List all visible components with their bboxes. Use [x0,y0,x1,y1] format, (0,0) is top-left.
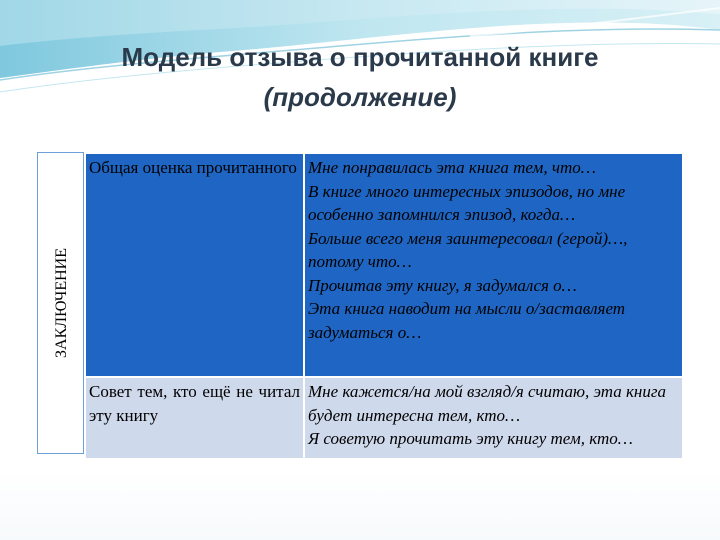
row-phrases [304,377,683,459]
slide-title: Модель отзыва о прочитанной книге [121,42,599,72]
phrase: Мне кажется/на мой взгляд/я считаю, эта книга будет интересна тем, кто… [308,382,666,425]
row-phrases [304,153,683,377]
section-label: ЗАКЛЮЧЕНИЕ [53,248,70,358]
slide-subtitle: (продолжение) [263,82,457,112]
bottom-background [0,470,720,540]
phrase: Больше всего меня заинтересовал (герой)…, потому что… [308,228,628,271]
phrase: Мне понравилась эта книга тем, что… [308,158,596,177]
phrase: Я советую прочитать эту книгу тем, кто… [308,429,633,448]
phrase: Прочитав эту книгу, я задумался о… [308,275,577,295]
phrase: В книге много интересных эпизодов, но мне особенно запомнился эпизод, когда… [308,181,626,224]
table-row [85,377,683,459]
review-model-table [84,152,684,460]
phrase: Эта книга наводит на мысли о/заставляет задуматься о… [308,299,626,342]
row-label: Общая оценка прочитанного [85,153,304,377]
row-label: Совет тем, кто ещё не читал эту книгу [85,377,304,459]
table-row [85,153,683,377]
